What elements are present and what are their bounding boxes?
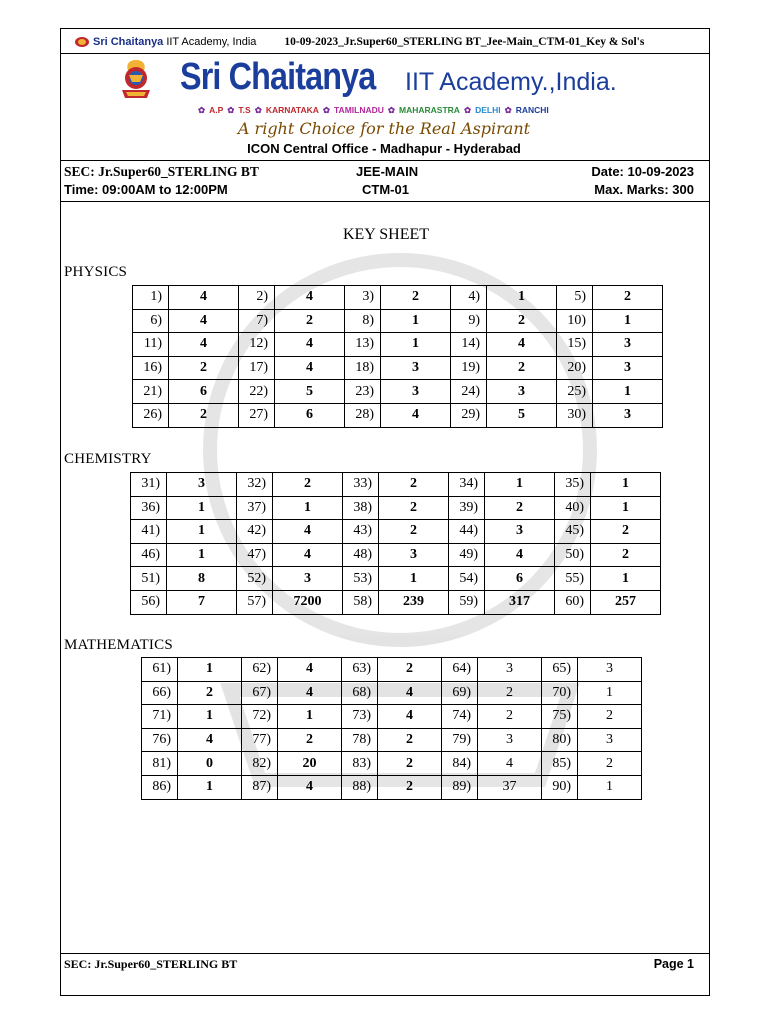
question-number: 58) xyxy=(343,590,379,614)
question-number: 41) xyxy=(131,520,167,544)
key-sheet-title: KEY SHEET xyxy=(342,226,430,243)
state-name: DELHI xyxy=(475,105,501,115)
key-row xyxy=(133,380,663,404)
answer-value: 0 xyxy=(178,752,242,776)
physics-key-table xyxy=(132,285,663,428)
question-number: 55) xyxy=(555,567,591,591)
answer-value: 1 xyxy=(167,496,237,520)
key-row xyxy=(142,728,642,752)
answer-value: 2 xyxy=(591,543,661,567)
question-number: 4) xyxy=(451,286,487,310)
answer-value: 2 xyxy=(591,520,661,544)
answer-value: 239 xyxy=(379,590,449,614)
flower-bullet-icon: ✿ xyxy=(463,105,472,115)
answer-value: 2 xyxy=(278,728,342,752)
brand-name: Sri Chaitanya xyxy=(180,56,376,98)
answer-value: 1 xyxy=(591,496,661,520)
question-number: 57) xyxy=(237,590,273,614)
key-row xyxy=(131,496,661,520)
answer-value: 4 xyxy=(273,520,343,544)
physics-label: PHYSICS xyxy=(64,264,128,280)
question-number: 39) xyxy=(449,496,485,520)
answer-value: 2 xyxy=(593,286,663,310)
question-number: 8) xyxy=(345,309,381,333)
question-number: 15) xyxy=(557,333,593,357)
question-number: 46) xyxy=(131,543,167,567)
question-number: 50) xyxy=(555,543,591,567)
question-number: 30) xyxy=(557,403,593,427)
chemistry-label: CHEMISTRY xyxy=(64,451,152,467)
brand-title xyxy=(180,56,617,99)
answer-value: 5 xyxy=(487,403,557,427)
answer-value: 4 xyxy=(273,543,343,567)
question-number: 68) xyxy=(342,681,378,705)
question-number: 53) xyxy=(343,567,379,591)
answer-value: 2 xyxy=(378,658,442,682)
answer-value: 2 xyxy=(478,705,542,729)
question-number: 84) xyxy=(442,752,478,776)
key-row xyxy=(133,333,663,357)
question-number: 56) xyxy=(131,590,167,614)
answer-value: 4 xyxy=(278,775,342,799)
question-number: 31) xyxy=(131,473,167,497)
answer-value: 1 xyxy=(178,705,242,729)
flower-bullet-icon: ✿ xyxy=(198,105,206,115)
state-name: KARNATAKA xyxy=(265,105,319,115)
state-name: TAMILNADU xyxy=(334,105,384,115)
key-row xyxy=(131,567,661,591)
answer-value: 3 xyxy=(578,728,642,752)
question-number: 35) xyxy=(555,473,591,497)
key-row xyxy=(131,473,661,497)
answer-value: 3 xyxy=(478,658,542,682)
question-number: 69) xyxy=(442,681,478,705)
question-number: 62) xyxy=(242,658,278,682)
question-number: 61) xyxy=(142,658,178,682)
answer-value: 3 xyxy=(593,333,663,357)
answer-value: 4 xyxy=(278,681,342,705)
question-number: 33) xyxy=(343,473,379,497)
answer-value: 3 xyxy=(273,567,343,591)
question-number: 52) xyxy=(237,567,273,591)
answer-value: 6 xyxy=(485,567,555,591)
page-footer xyxy=(60,953,710,975)
question-number: 70) xyxy=(542,681,578,705)
question-number: 40) xyxy=(555,496,591,520)
key-row xyxy=(142,658,642,682)
question-number: 54) xyxy=(449,567,485,591)
answer-value: 4 xyxy=(275,286,345,310)
academy-emblem-icon xyxy=(118,58,154,104)
answer-value: 2 xyxy=(169,356,239,380)
mathematics-label: MATHEMATICS xyxy=(64,637,173,653)
question-number: 77) xyxy=(242,728,278,752)
question-number: 73) xyxy=(342,705,378,729)
question-number: 74) xyxy=(442,705,478,729)
question-number: 1) xyxy=(133,286,169,310)
key-row xyxy=(133,403,663,427)
question-number: 7) xyxy=(239,309,275,333)
question-number: 44) xyxy=(449,520,485,544)
answer-value: 1 xyxy=(578,775,642,799)
answer-value: 4 xyxy=(275,333,345,357)
question-number: 64) xyxy=(442,658,478,682)
question-number: 45) xyxy=(555,520,591,544)
office-address: ICON Central Office - Madhapur - Hyderabad xyxy=(247,141,521,156)
question-number: 29) xyxy=(451,403,487,427)
answer-value: 3 xyxy=(379,543,449,567)
question-number: 66) xyxy=(142,681,178,705)
question-number: 47) xyxy=(237,543,273,567)
answer-value: 3 xyxy=(593,403,663,427)
answer-value: 2 xyxy=(485,496,555,520)
footer-section-info: SEC: Jr.Super60_STERLING BT xyxy=(64,957,238,971)
answer-value: 2 xyxy=(275,309,345,333)
question-number: 34) xyxy=(449,473,485,497)
key-row xyxy=(142,752,642,776)
section-info: SEC: Jr.Super60_STERLING BT xyxy=(64,164,259,179)
answer-value: 1 xyxy=(167,520,237,544)
answer-value: 3 xyxy=(485,520,555,544)
question-number: 83) xyxy=(342,752,378,776)
answer-value: 7 xyxy=(167,590,237,614)
question-number: 16) xyxy=(133,356,169,380)
question-number: 42) xyxy=(237,520,273,544)
answer-value: 3 xyxy=(381,356,451,380)
question-number: 90) xyxy=(542,775,578,799)
question-number: 60) xyxy=(555,590,591,614)
answer-value: 2 xyxy=(378,728,442,752)
answer-value: 1 xyxy=(591,567,661,591)
chemistry-key-table xyxy=(130,472,661,615)
answer-value: 2 xyxy=(178,681,242,705)
key-row xyxy=(133,356,663,380)
mini-logo xyxy=(74,36,256,48)
flower-bullet-icon: ✿ xyxy=(322,105,330,115)
answer-value: 1 xyxy=(485,473,555,497)
question-number: 26) xyxy=(133,403,169,427)
answer-value: 2 xyxy=(578,752,642,776)
question-number: 88) xyxy=(342,775,378,799)
answer-value: 20 xyxy=(278,752,342,776)
answer-value: 3 xyxy=(578,658,642,682)
question-number: 19) xyxy=(451,356,487,380)
answer-value: 5 xyxy=(275,380,345,404)
answer-value: 2 xyxy=(379,473,449,497)
question-number: 63) xyxy=(342,658,378,682)
answer-value: 4 xyxy=(169,286,239,310)
flower-bullet-icon: ✿ xyxy=(227,105,235,115)
state-name: A.P xyxy=(209,105,224,115)
state-list xyxy=(198,105,549,116)
answer-value: 1 xyxy=(381,309,451,333)
question-number: 89) xyxy=(442,775,478,799)
question-number: 86) xyxy=(142,775,178,799)
time-info: Time: 09:00AM to 12:00PM xyxy=(64,182,228,197)
answer-value: 2 xyxy=(169,403,239,427)
question-number: 38) xyxy=(343,496,379,520)
question-number: 71) xyxy=(142,705,178,729)
answer-value: 2 xyxy=(379,520,449,544)
question-number: 43) xyxy=(343,520,379,544)
key-row xyxy=(131,543,661,567)
answer-value: 1 xyxy=(591,473,661,497)
answer-value: 1 xyxy=(278,705,342,729)
question-number: 3) xyxy=(345,286,381,310)
answer-value: 6 xyxy=(275,403,345,427)
key-row xyxy=(142,681,642,705)
answer-value: 2 xyxy=(381,286,451,310)
question-number: 80) xyxy=(542,728,578,752)
answer-value: 2 xyxy=(487,356,557,380)
question-number: 85) xyxy=(542,752,578,776)
answer-value: 4 xyxy=(169,333,239,357)
question-number: 18) xyxy=(345,356,381,380)
answer-value: 1 xyxy=(381,333,451,357)
answer-value: 257 xyxy=(591,590,661,614)
answer-value: 3 xyxy=(381,380,451,404)
question-number: 81) xyxy=(142,752,178,776)
question-number: 78) xyxy=(342,728,378,752)
state-name: T.S xyxy=(238,105,251,115)
question-number: 27) xyxy=(239,403,275,427)
question-number: 49) xyxy=(449,543,485,567)
exam-date: Date: 10-09-2023 xyxy=(591,164,694,179)
answer-value: 3 xyxy=(593,356,663,380)
answer-value: 4 xyxy=(275,356,345,380)
question-number: 76) xyxy=(142,728,178,752)
question-number: 22) xyxy=(239,380,275,404)
question-number: 87) xyxy=(242,775,278,799)
key-row xyxy=(133,286,663,310)
question-number: 48) xyxy=(343,543,379,567)
answer-value: 8 xyxy=(167,567,237,591)
answer-value: 1 xyxy=(273,496,343,520)
page-number: Page 1 xyxy=(653,957,694,971)
question-number: 12) xyxy=(239,333,275,357)
tagline: A right Choice for the Real Aspirant xyxy=(237,119,531,138)
key-row xyxy=(131,520,661,544)
answer-value: 1 xyxy=(487,286,557,310)
answer-value: 2 xyxy=(378,752,442,776)
mathematics-key-table xyxy=(141,657,642,800)
answer-value: 1 xyxy=(178,658,242,682)
question-number: 23) xyxy=(345,380,381,404)
answer-value: 4 xyxy=(169,309,239,333)
question-number: 17) xyxy=(239,356,275,380)
paper-code: CTM-01 xyxy=(362,182,409,197)
mini-brand-name: Sri Chaitanya xyxy=(93,35,164,48)
question-number: 10) xyxy=(557,309,593,333)
answer-value: 1 xyxy=(593,380,663,404)
answer-value: 2 xyxy=(379,496,449,520)
question-number: 14) xyxy=(451,333,487,357)
answer-value: 2 xyxy=(378,775,442,799)
mini-emblem-icon xyxy=(74,36,90,48)
exam-name: JEE-MAIN xyxy=(356,164,419,179)
question-number: 2) xyxy=(239,286,275,310)
key-row xyxy=(133,309,663,333)
exam-info-bar xyxy=(60,160,710,202)
question-number: 36) xyxy=(131,496,167,520)
answer-value: 1 xyxy=(379,567,449,591)
answer-value: 2 xyxy=(273,473,343,497)
answer-value: 4 xyxy=(278,658,342,682)
mini-brand-rest: IIT Academy, India xyxy=(166,35,257,48)
answer-value: 4 xyxy=(381,403,451,427)
answer-value: 4 xyxy=(378,705,442,729)
question-number: 11) xyxy=(133,333,169,357)
question-number: 79) xyxy=(442,728,478,752)
answer-value: 4 xyxy=(478,752,542,776)
answer-value: 3 xyxy=(487,380,557,404)
answer-value: 317 xyxy=(485,590,555,614)
answer-value: 1 xyxy=(178,775,242,799)
key-row xyxy=(131,590,661,614)
question-number: 25) xyxy=(557,380,593,404)
question-number: 28) xyxy=(345,403,381,427)
top-header-bar xyxy=(60,30,710,54)
max-marks: Max. Marks: 300 xyxy=(594,182,694,197)
question-number: 51) xyxy=(131,567,167,591)
question-number: 75) xyxy=(542,705,578,729)
question-number: 59) xyxy=(449,590,485,614)
key-row xyxy=(142,775,642,799)
question-number: 13) xyxy=(345,333,381,357)
answer-value: 1 xyxy=(167,543,237,567)
question-number: 67) xyxy=(242,681,278,705)
flower-bullet-icon: ✿ xyxy=(387,105,396,115)
flower-bullet-icon: ✿ xyxy=(254,105,262,115)
question-number: 24) xyxy=(451,380,487,404)
question-number: 72) xyxy=(242,705,278,729)
brand-subtitle: IIT Academy.,India. xyxy=(405,68,617,96)
answer-value: 2 xyxy=(578,705,642,729)
answer-value: 6 xyxy=(169,380,239,404)
state-name: MAHARASTRA xyxy=(399,105,460,115)
question-number: 6) xyxy=(133,309,169,333)
state-name: RANCHI xyxy=(515,105,549,115)
question-number: 37) xyxy=(237,496,273,520)
answer-value: 4 xyxy=(378,681,442,705)
document-title: 10-09-2023_Jr.Super60_STERLING BT_Jee-Main_CTM-01_Key & Sol's xyxy=(284,35,645,48)
key-row xyxy=(142,705,642,729)
answer-value: 4 xyxy=(485,543,555,567)
answer-value: 2 xyxy=(487,309,557,333)
question-number: 9) xyxy=(451,309,487,333)
question-number: 65) xyxy=(542,658,578,682)
question-number: 5) xyxy=(557,286,593,310)
answer-value: 1 xyxy=(578,681,642,705)
answer-value: 37 xyxy=(478,775,542,799)
answer-value: 1 xyxy=(593,309,663,333)
answer-value: 4 xyxy=(178,728,242,752)
answer-value: 3 xyxy=(478,728,542,752)
answer-value: 4 xyxy=(487,333,557,357)
flower-bullet-icon: ✿ xyxy=(504,105,512,115)
answer-value: 3 xyxy=(167,473,237,497)
question-number: 20) xyxy=(557,356,593,380)
question-number: 21) xyxy=(133,380,169,404)
question-number: 32) xyxy=(237,473,273,497)
answer-value: 7200 xyxy=(273,590,343,614)
question-number: 82) xyxy=(242,752,278,776)
answer-value: 2 xyxy=(478,681,542,705)
